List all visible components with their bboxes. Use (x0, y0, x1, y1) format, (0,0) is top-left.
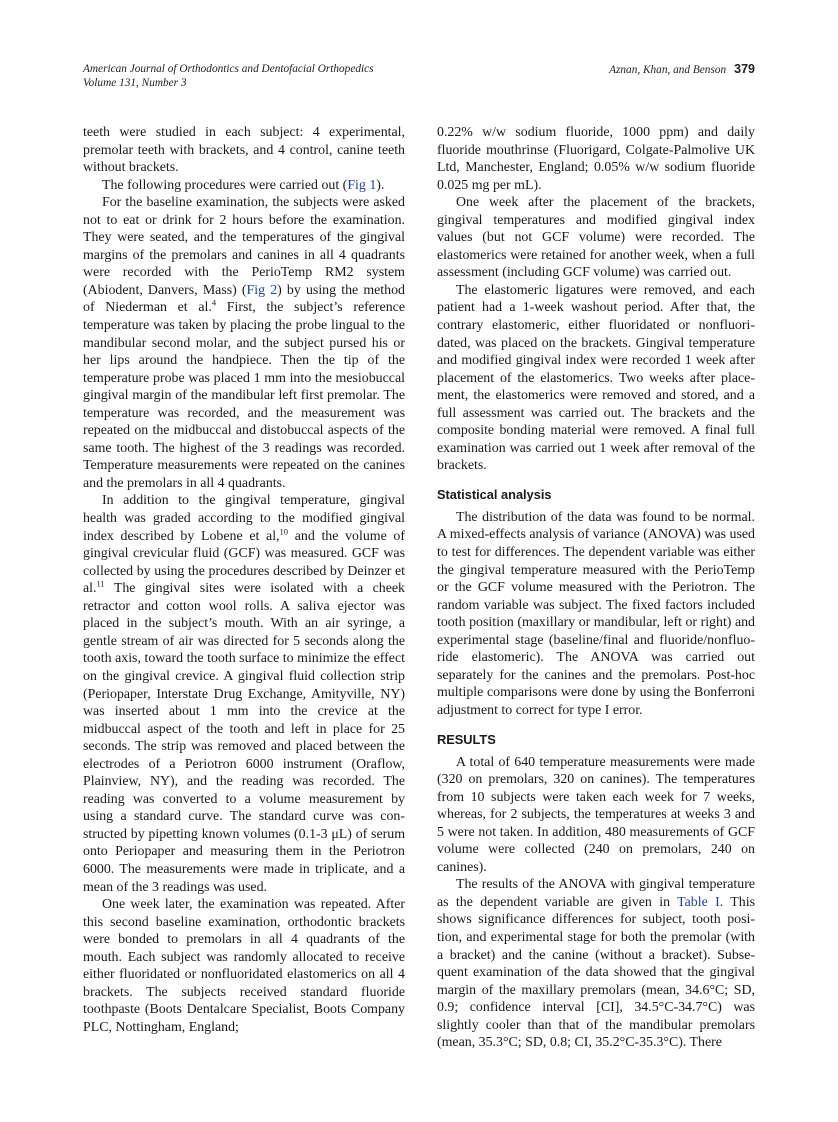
paragraph (83, 492, 405, 896)
figure-2-link[interactable]: Fig 2 (246, 282, 278, 298)
text: The results of the ANOVA with gingival temperature as the dependent variable are given in (437, 877, 755, 910)
text: ). (376, 177, 385, 193)
text: For the baseline examination, the subjects were asked not to eat or drink for 2 hours before the examination. They were seated, and the temperatures of the gingival margins of the premolars and canines in all 4 quadrants were recorded with the PerioTemp RM2 system (Abiodent, Danvers, Mass) ( (83, 195, 405, 298)
table-1-link[interactable]: Table I (677, 894, 720, 910)
journal-info (83, 62, 374, 90)
text: The gingival sites were isolated with a cheek retractor and cotton wool rolls. A saliva ejector was placed in the subject’s mouth. With an air syringe, a gentle stream of air was directed for 5 seconds along the tooth axis, toward the tooth surface to minimize the effect on the gingival crevice. A gingival fluid collection strip (Periopaper, Interstate Drug Exchange, Amityville, NY) was inserted about 1 mm into the crevice at the midbuccal aspect of the tooth and left in place for 25 seconds. The strip was removed and placed between the electrodes of a Periotron 6000 instrument (Oraflow, Plainview, NY), and the reading was recorded. The reading was converted to a volume measurement by using a standard curve. The standard curve was constructed by pipetting known volumes (0.1-3 μL) of serum onto Periopaper and measuring them in the Periotron 6000. The measurements were made in triplicate, and a mean of the 3 readings was used. (83, 581, 405, 895)
citation-4: 4 (211, 297, 217, 308)
paragraph: A total of 640 temperature measurements were made (320 on premolars, 320 on canines). The temperatures from 10 subjects were taken each week for 7 weeks, whereas, for 2 subjects, the temperatures at weeks 3 and 5 were not taken. In addition, 480 measurements of GCF volume were collected (240 on premolars, 240 on canines). (437, 754, 755, 875)
right-column (437, 124, 755, 1052)
paragraph: The distribution of the data was found to be normal. A mixed-effects analysis of variance (ANOVA) was used to test for differences. The dependent variable was either the gingival temperature measured with the PerioTemp or the GCF volume measured with the Periotron. The random variable was subject. The fixed factors included tooth position (maxillary or mandibular, left or right) and experimental stage (baseline/final and fluoride/nonfluoride elastomeric). The ANOVA was carried out separately for the canines and the premolars. Post-hoc multiple comparisons were done by using the Bonferroni adjustment to correct for type I error. (437, 509, 755, 718)
citation-11: 11 (96, 578, 105, 589)
header-right (609, 62, 755, 77)
paragraph: 0.22% w/w sodium fluoride, 1000 ppm) and daily fluoride mouthrinse (Fluorigard, Colgate-Palmolive UK Ltd, Manchester, England; 0.05% w/w sodium fluoride 0.025 mg per mL). (437, 125, 755, 193)
paragraph: teeth were studied in each subject: 4 experimental, premolar teeth with brackets, and 4 control, canine teeth without brackets. (83, 125, 405, 176)
journal-title: American Journal of Orthodontics and Dentofacial Orthopedics (83, 63, 374, 75)
page-number: 379 (734, 62, 755, 76)
paragraph (437, 876, 755, 1051)
citation-10: 10 (279, 525, 289, 536)
paragraph (83, 177, 405, 195)
text: ) by using the method of Niederman et al. (83, 282, 405, 316)
text: First, the subject’s reference temperature was taken by placing the probe lingual to the mandibular second molar, and the subject pursed his or her lips around the handpiece. Then the tip of the temperature probe was placed 1 mm into the mesiobuccal gingival margin of the mandibular left first premolar. The temperature was recorded, and the measurement was repeated on the midbuccal and distobuccal aspects of the same tooth. The highest of the 3 readings was recorded. Temperature measurements were repeated on the canines and the premolars in all 4 quadrants. (83, 300, 405, 491)
text: and the volume of gingival crevicular fluid (GCF) was measured. GCF was collected by using the procedures described by Deinzer et al. (83, 528, 405, 597)
authors: Aznan, Khan, and Benson (609, 64, 727, 76)
section-heading-results: RESULTS (437, 731, 496, 747)
figure-1-link[interactable]: Fig 1 (347, 177, 377, 193)
text: In addition to the gingival temperature, gingival health was graded according to the modified gingival index described by Lobene et al, (83, 493, 405, 544)
text: . This shows significance differences for subject, tooth position, and experimental stage for both the premolar (with a bracket) and the canine (without a bracket). Subsequent examination of the data showed that the gingival margin of the maxillary premolars (mean, 34.6°C; SD, 0.9; confidence interval [CI], 34.5°C-34.7°C) was slightly cooler than that of the mandibular premolars (mean, 35.3°C; SD, 0.8; CI, 35.2°C-35.3°C). There (437, 894, 755, 1051)
text: The following procedures were carried out ( (102, 177, 348, 193)
paragraph: The elastomeric ligatures were removed, and each patient had a 1-week washout period. After that, the contrary elastomeric, either fluoridated or nonfluoridated, was placed on the brackets. Gingival temperature and modified gingival index were recorded 1 week after placement of the elastomerics. Two weeks after placement, the elastomerics were removed and stored, and a full assessment was carried out. The brackets and the composite bonding material were removed. A final full examination was carried out 1 week after removal of the brackets. (437, 282, 755, 474)
paragraph: One week later, the examination was repeated. After this second baseline examination, orthodontic brackets were bonded to premolars in all 4 quadrants of the mouth. Each subject was randomly allocated to receive either fluoridated or nonfluoridated elastomerics on all 4 brackets. The subjects received standard fluoride toothpaste (Boots Dentalcare Specialist, Boots Company PLC, Nottingham, England; (83, 897, 405, 1035)
journal-volume: Volume 131, Number 3 (83, 77, 187, 89)
left-column (83, 124, 405, 1036)
paragraph: One week after the placement of the brackets, gingival temperatures and modified gingival index values (but not GCF volume) were recorded. The elastomerics were retained for another week, when a full assessment (including GCF volume) was carried out. (437, 195, 755, 281)
paragraph (83, 194, 405, 492)
section-heading-statistical-analysis: Statistical analysis (437, 486, 552, 502)
